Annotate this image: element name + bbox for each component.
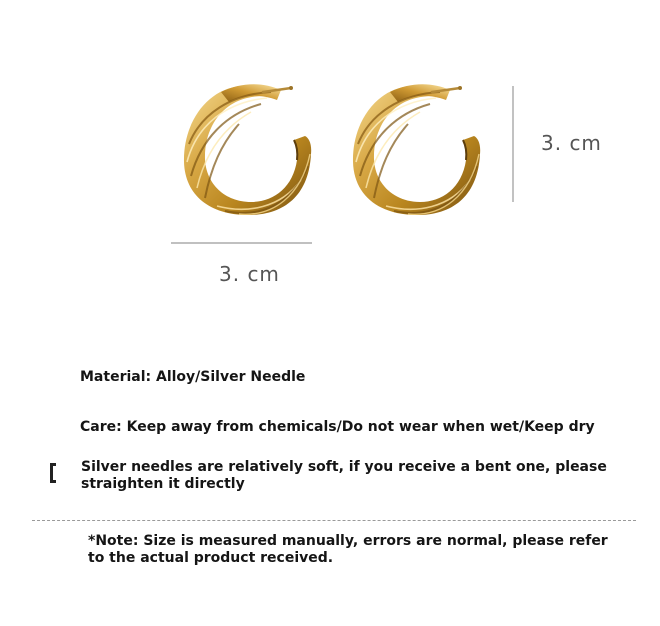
needle-note: Silver needles are relatively soft, if you receive a bent one, please straighten it directly	[81, 459, 607, 492]
dashed-divider	[32, 520, 636, 521]
material-spec: Material: Alloy/Silver Needle	[80, 369, 306, 385]
right-earring	[353, 84, 480, 215]
bracket-icon	[50, 463, 56, 483]
size-note: *Note: Size is measured manually, errors are normal, please refer to the actual product received.	[88, 533, 608, 566]
width-dimension-label: 3. cm	[219, 262, 280, 286]
height-dimension-label: 3. cm	[541, 131, 602, 155]
care-spec: Care: Keep away from chemicals/Do not wear when wet/Keep dry	[80, 419, 595, 435]
left-earring	[184, 84, 311, 215]
